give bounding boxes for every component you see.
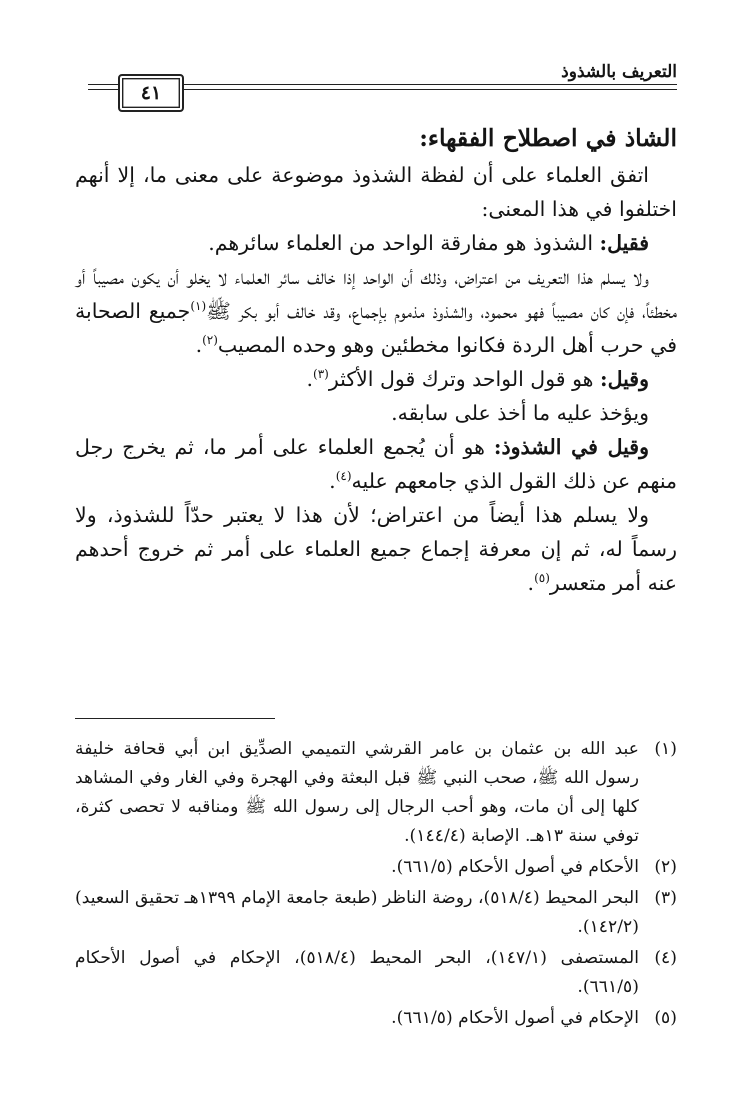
footnote-ref-4[interactable]: (٤) (335, 469, 352, 484)
paragraph-3: ولا يسلم هذا التعريف من اعتراض، وذلك أن الواحد إذا خالف سائر العلماء لا يخلو أن يكون مصيباً أو مخطئاً، فإن كان مصيباً فهو محمود، والشذوذ مذموم بإجماع، وقد خالف أبو بكر ﷺ$^{(١)}$جميع الصحابة في حرب أهل الردة فكانوا مخطئين وهو وحده المصيب$^{(٢)}$. (75, 265, 677, 357)
footnote-ref-1[interactable]: (١) (190, 299, 207, 314)
paragraph-3-part1: ولا يسلم هذا التعريف من اعتراض، وذلك أن الواحد إذا خالف سائر العلماء لا يخلو أن يكون مصيباً أو مخطئاً، فإن كان مصيباً فهو محمود، والشذوذ مذموم بإجماع، وقد خالف أبو بكر ﷺ (75, 265, 677, 323)
paragraph-4-lead: وقيل: (600, 367, 649, 391)
paragraph-7: ولا يسلم هذا أيضاً من اعتراض؛ لأن هذا لا يعتبر حدّاً للشذوذ، ولا رسماً له، ثم إن معرفة إجماع جميع العلماء على أمر ثم خروج أحدهم عنه أمر متعسر$^{(٥)}$. (75, 503, 677, 595)
paragraph-2 (75, 226, 677, 260)
paragraph-2-lead: فقيل: (599, 231, 649, 255)
footnote-5-text: الإحكام في أصول الأحكام (٦٦١/٥). (391, 1008, 639, 1028)
footnote-3-text: البحر المحيط (٥١٨/٤)، روضة الناظر (طبعة جامعة الإمام ١٣٩٩هـ تحقيق السعيد) (١٤٢/٢). (75, 888, 639, 937)
footnote-3-number: (٣) (654, 888, 677, 908)
footnote-4 (75, 944, 677, 1002)
footnote-5 (75, 1004, 677, 1033)
paragraph-7-text: ولا يسلم هذا أيضاً من اعتراض؛ لأن هذا لا يعتبر حدّاً للشذوذ، ولا رسماً له، ثم إن معرفة إجماع جميع العلماء على أمر ثم خروج أحدهم عنه أمر متعسر (75, 503, 677, 595)
paragraph-6: وقيل في الشذوذ: هو أن يُجمع العلماء على أمر ما، ثم يخرج رجل منهم عن ذلك القول الذي جامعهم عليه$^{(٤)}$. (75, 435, 677, 493)
page-number: ٤١ (140, 82, 162, 104)
footnote-ref-5[interactable]: (٥) (534, 571, 550, 586)
paragraph-4-text: هو قول الواحد وترك قول الأكثر (328, 367, 601, 391)
footnote-1 (75, 735, 677, 851)
footnote-separator (75, 718, 275, 719)
paragraph-2-text: الشذوذ هو مفارقة الواحد من العلماء سائرهم. (208, 231, 600, 255)
footnote-5-number: (٥) (654, 1008, 677, 1028)
footnote-3 (75, 884, 677, 942)
footnote-1-number: (١) (654, 739, 677, 759)
footnote-2-number: (٢) (654, 857, 677, 877)
page-number-box (118, 74, 184, 112)
running-title: التعريف بالشذوذ (561, 62, 677, 82)
paragraph-6-lead: وقيل في الشذوذ: (493, 435, 649, 459)
paragraph-6-text: هو أن يُجمع العلماء على أمر ما، ثم يخرج رجل منهم عن ذلك القول الذي جامعهم عليه (75, 435, 677, 493)
footnote-ref-3[interactable]: (٣) (313, 367, 329, 382)
paragraph-3-part2: جميع الصحابة في حرب أهل الردة فكانوا مخطئين وهو وحده المصيب (75, 299, 677, 357)
footnote-2-text: الأحكام في أصول الأحكام (٦٦١/٥). (391, 857, 639, 877)
footnote-1-text: عبد الله بن عثمان بن عامر القرشي التميمي الصدِّيق ابن أبي قحافة خليفة رسول الله ﷺ، صحب النبي ﷺ قبل البعثة وفي الهجرة وفي الغار وفي المشاهد كلها إلى أن مات، وهو أحب الرجال إلى رسول الله ﷺ ومناقبه لا تحصى كثرة، توفي سنة ١٣هـ. الإصابة (١٤٤/٤). (75, 739, 639, 846)
paragraph-4: وقيل: هو قول الواحد وترك قول الأكثر$^{(٣)}$. (306, 367, 649, 391)
footnotes (75, 735, 677, 1035)
section-heading: الشاذ في اصطلاح الفقهاء: (419, 124, 677, 152)
paragraph-5: ويؤخذ عليه ما أخذ على سابقه. (391, 401, 649, 425)
footnote-ref-2[interactable]: (٢) (202, 333, 218, 348)
footnote-2 (75, 853, 677, 882)
paragraph-1: اتفق العلماء على أن لفظة الشذوذ موضوعة على معنى ما، إلا أنهم اختلفوا في هذا المعنى: (75, 163, 677, 221)
footnote-4-text: المستصفى (١٤٧/١)، البحر المحيط (٥١٨/٤)، الإحكام في أصول الأحكام (٦٦١/٥). (75, 948, 640, 997)
footnote-4-number: (٤) (654, 948, 677, 968)
main-text (75, 118, 677, 600)
